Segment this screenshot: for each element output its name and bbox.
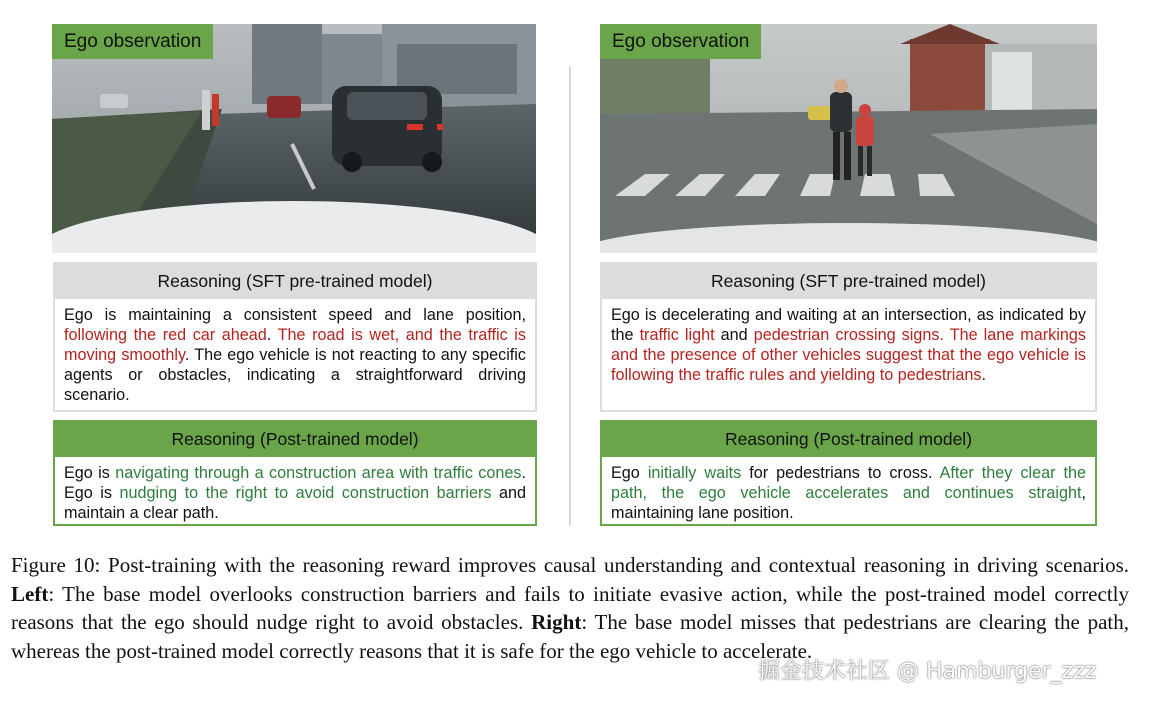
reasoning-segment: . The ego vehicle is not reacting to any specific agents or obstacles, indicating a straightforward driving scenario. [64, 346, 526, 404]
caption-text: Figure 10: Post-training with the reasoning reward improves causal understanding and contextual reasoning in driving scenarios. [11, 553, 1129, 577]
ego-observation-label: Ego observation [600, 24, 761, 59]
caption-text: : The base model misses that pedestrians are clearing the path, whereas the post-trained model correctly reasons that it is safe for the ego vehicle to accelerate. [11, 610, 1129, 663]
left-post-reasoning-box [53, 420, 537, 526]
highlight-green-segment: initially waits [647, 464, 742, 482]
post-reasoning-text [602, 457, 1095, 523]
highlight-red-segment: The road is wet, and the traffic is moving smoothly [64, 326, 526, 364]
caption-bold-right: Right [531, 610, 582, 634]
right-observation-photo [600, 24, 1097, 253]
sft-reasoning-header: Reasoning (SFT pre-trained model) [55, 264, 535, 299]
post-reasoning-header: Reasoning (Post-trained model) [602, 422, 1095, 457]
reasoning-segment: and maintain a clear path. [64, 484, 526, 522]
caption-text: : The base model overlooks construction barriers and fails to initiate evasive action, while the post-trained model correctly reasons that the ego should nudge right to avoid obstacles. [11, 581, 1129, 634]
reasoning-segment: . Ego is [64, 464, 526, 502]
reasoning-segment: . [266, 326, 278, 344]
reasoning-segment: and [714, 326, 754, 344]
post-reasoning-text [55, 457, 535, 523]
watermark: 掘金技术社区 @ Hamburger_zzz [758, 659, 1097, 684]
right-sft-reasoning-box [600, 262, 1097, 412]
highlight-red-segment: following the red car ahead [64, 326, 267, 344]
panel-divider [569, 66, 571, 526]
sft-reasoning-header: Reasoning (SFT pre-trained model) [602, 264, 1095, 299]
reasoning-segment: , maintaining lane position. [611, 484, 1086, 522]
sft-reasoning-text [55, 299, 535, 405]
reasoning-segment: Ego is decelerating and waiting at an intersection, as indicated by the [611, 306, 1086, 344]
reasoning-segment: for pedestrians to cross. [741, 464, 940, 482]
highlight-red-segment: traffic light [639, 326, 715, 344]
highlight-green-segment: After they clear the path, the ego vehicle accelerates and continues straight [611, 464, 1086, 502]
highlight-red-segment: pedestrian crossing signs. The lane markings and the presence of other vehicles suggest that the ego vehicle is following the traffic rules and yielding to pedestrians [611, 326, 1086, 384]
reasoning-segment: Ego [611, 464, 648, 482]
highlight-green-segment: nudging to the right to avoid construction barriers [119, 484, 492, 502]
caption-bold-left: Left [11, 581, 49, 606]
reasoning-segment: Ego is maintaining a consistent speed and lane position, [64, 306, 526, 324]
figure-caption [11, 551, 1129, 665]
left-sft-reasoning-box [53, 262, 537, 412]
reasoning-segment: Ego is [64, 464, 116, 482]
post-reasoning-header: Reasoning (Post-trained model) [55, 422, 535, 457]
reasoning-segment: . [981, 366, 986, 384]
left-observation-photo [52, 24, 536, 253]
ego-observation-label: Ego observation [52, 24, 213, 59]
sft-reasoning-text [602, 299, 1095, 385]
right-post-reasoning-box [600, 420, 1097, 526]
highlight-green-segment: navigating through a construction area with traffic cones [115, 464, 522, 482]
